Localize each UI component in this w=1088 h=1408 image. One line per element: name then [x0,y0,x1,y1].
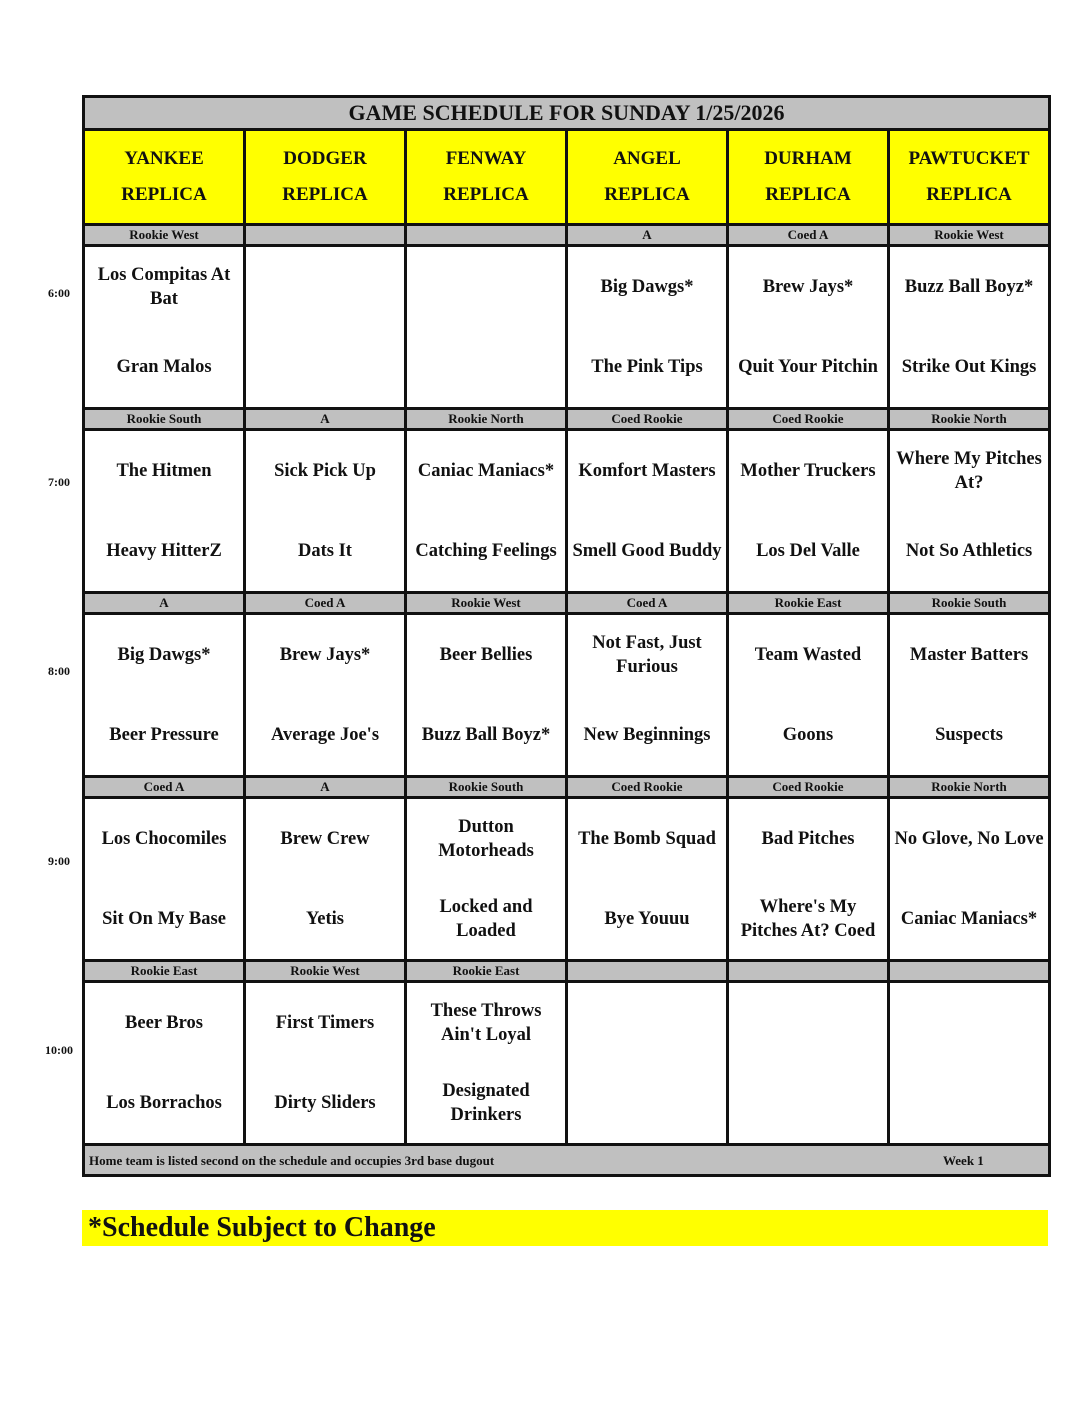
division-label: A [245,777,406,798]
division-label: Coed Rookie [728,409,889,430]
field-sub: REPLICA [282,184,368,205]
home-team-note: Home team is listed second on the schedule and occupies 3rd base dugout [89,1153,495,1168]
field-header-angel [567,130,728,225]
away-team: Big Dawgs* [600,277,694,297]
division-label: Rookie West [84,225,245,246]
home-team: Sit On My Base [102,909,226,929]
away-team: Sick Pick Up [274,461,376,481]
game-cell [728,982,889,1145]
game-cell [406,246,567,409]
home-team [407,327,565,407]
division-row [84,777,1050,798]
away-team [568,983,726,1063]
home-team: Designated Drinkers [442,1081,530,1125]
away-team: No Glove, No Love [894,829,1044,849]
division-label: Coed Rookie [567,777,728,798]
division-label: Coed A [245,593,406,614]
home-team: Caniac Maniacs* [900,909,1038,929]
field-sub: REPLICA [121,184,207,205]
game-cell [406,982,567,1145]
division-label: Coed Rookie [728,777,889,798]
field-sub: REPLICA [443,184,529,205]
home-team: Catching Feelings [415,541,557,561]
away-team: First Timers [275,1013,375,1033]
field-header-dodger [245,130,406,225]
field-header-fenway [406,130,567,225]
home-team: The Pink Tips [591,357,703,377]
division-label: Rookie East [728,593,889,614]
division-label [245,225,406,246]
division-row [84,961,1050,982]
field-name: FENWAY [445,148,527,169]
field-header-yankee [84,130,245,225]
home-team: Not So Athletics [905,541,1033,561]
game-cell [889,614,1050,777]
field-name: DURHAM [764,148,852,169]
home-team: Los Del Valle [756,541,860,561]
field-name: YANKEE [124,148,204,169]
division-label: Coed A [728,225,889,246]
field-header-durham [728,130,889,225]
away-team [407,247,565,327]
game-cell [84,430,245,593]
away-team [246,247,404,327]
game-cell [406,614,567,777]
division-label [728,961,889,982]
field-header-pawtucket [889,130,1050,225]
game-cell [567,430,728,593]
game-cell [84,614,245,777]
game-cell [889,430,1050,593]
home-team: Locked and Loaded [439,897,533,941]
game-cell [567,246,728,409]
time-slot-label: 6:00 [48,286,70,300]
game-cell [245,430,406,593]
game-cell [567,798,728,961]
game-cell [889,246,1050,409]
away-team: The Bomb Squad [578,829,716,849]
game-cell [84,982,245,1145]
away-team: The Hitmen [116,461,212,481]
division-label: Rookie South [84,409,245,430]
game-cell [406,430,567,593]
home-team: Average Joe's [270,725,380,745]
field-name: DODGER [283,148,367,169]
away-team: Komfort Masters [578,461,716,481]
game-row [84,982,1050,1145]
division-label: Rookie East [84,961,245,982]
time-slot-label: 7:00 [48,475,70,489]
schedule-table [82,95,1051,1177]
home-team [729,1063,887,1143]
away-team: Buzz Ball Boyz* [904,277,1034,297]
game-cell [728,798,889,961]
away-team: Dutton Motorheads [438,817,534,861]
field-sub: REPLICA [926,184,1012,205]
division-label: Coed A [567,593,728,614]
home-team: Yetis [305,909,345,929]
division-label: Coed A [84,777,245,798]
division-label: Rookie North [889,409,1050,430]
game-cell [889,798,1050,961]
game-cell [84,798,245,961]
game-row [84,798,1050,961]
home-team: New Beginnings [583,725,711,745]
title-row [84,97,1050,130]
division-label: Rookie West [245,961,406,982]
field-name: ANGEL [613,148,681,169]
schedule-change-banner: *Schedule Subject to Change [82,1210,1048,1246]
game-cell [84,246,245,409]
away-team: Caniac Maniacs* [417,461,555,481]
home-team: Quit Your Pitchin [738,357,878,377]
time-slot-label: 10:00 [45,1043,73,1057]
division-label [889,961,1050,982]
away-team: Master Batters [909,645,1029,665]
away-team [729,983,887,1063]
game-cell [245,982,406,1145]
away-team: Los Chocomiles [101,829,227,849]
field-name: PAWTUCKET [908,148,1030,169]
division-label: A [567,225,728,246]
game-cell [406,798,567,961]
game-cell [245,246,406,409]
away-team: Beer Bros [125,1013,203,1033]
away-team: Bad Pitches [761,829,855,849]
home-team: Buzz Ball Boyz* [421,725,551,745]
home-team: Bye Youuu [604,909,690,929]
home-team: Heavy HitterZ [106,541,222,561]
game-row [84,614,1050,777]
home-team: Suspects [935,725,1003,745]
division-row [84,409,1050,430]
game-cell [245,798,406,961]
division-label: Rookie South [406,777,567,798]
division-label: Rookie West [406,593,567,614]
home-team: Dats It [298,541,352,561]
week-label: Week 1 [943,1153,984,1168]
away-team: Where My Pitches At? [896,449,1042,493]
division-label: A [84,593,245,614]
home-team: Strike Out Kings [901,357,1037,377]
division-label: Rookie North [889,777,1050,798]
game-cell [245,614,406,777]
division-row [84,593,1050,614]
away-team: Not Fast, Just Furious [592,633,702,677]
away-team: Los Compitas At Bat [97,265,231,309]
division-row [84,225,1050,246]
division-label: A [245,409,406,430]
home-team: Beer Pressure [109,725,219,745]
home-team: Goons [782,725,834,745]
game-cell [567,982,728,1145]
away-team: Brew Jays* [762,277,854,297]
footer-cell [84,1145,1050,1176]
away-team: Brew Jays* [279,645,371,665]
division-label [406,225,567,246]
home-team: Dirty Sliders [274,1093,376,1113]
division-label [567,961,728,982]
division-label: Rookie North [406,409,567,430]
game-row [84,246,1050,409]
division-label: Rookie South [889,593,1050,614]
away-team: Brew Crew [280,829,370,849]
fields-row [84,130,1050,225]
field-sub: REPLICA [604,184,690,205]
away-team [890,983,1048,1063]
away-team: Mother Truckers [740,461,876,481]
field-sub: REPLICA [765,184,851,205]
division-label: Coed Rookie [567,409,728,430]
division-label: Rookie East [406,961,567,982]
home-team [246,327,404,407]
home-team: Los Borrachos [106,1093,222,1113]
home-team: Gran Malos [116,357,212,377]
home-team [890,1063,1048,1143]
game-cell [728,430,889,593]
time-slot-label: 8:00 [48,664,70,678]
footer-row [84,1145,1050,1176]
game-cell [889,982,1050,1145]
schedule-title: GAME SCHEDULE FOR SUNDAY 1/25/2026 [84,97,1050,130]
home-team [568,1063,726,1143]
time-slot-label: 9:00 [48,854,70,868]
away-team: Team Wasted [754,645,862,665]
away-team: Big Dawgs* [117,645,211,665]
away-team: These Throws Ain't Loyal [430,1001,542,1045]
game-cell [567,614,728,777]
game-row [84,430,1050,593]
game-cell [728,614,889,777]
home-team: Smell Good Buddy [572,541,722,561]
home-team: Where's My Pitches At? Coed [740,897,876,941]
division-label: Rookie West [889,225,1050,246]
game-cell [728,246,889,409]
away-team: Beer Bellies [439,645,533,665]
